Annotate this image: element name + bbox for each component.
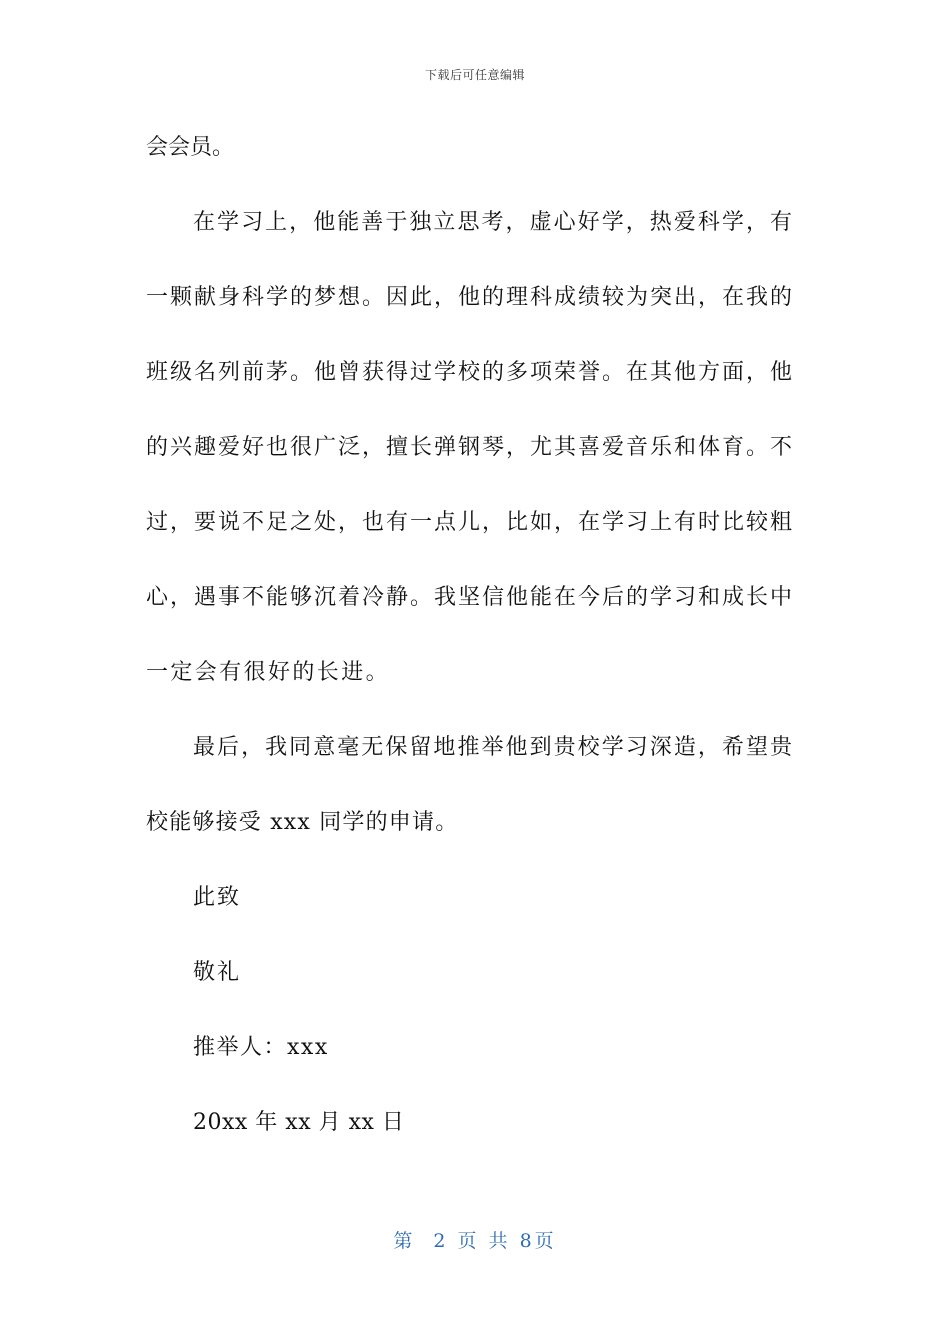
letter-date: 20xx 年 xx 月 xx 日 (193, 1110, 405, 1135)
recommender-signature: 推举人：xxx (193, 1035, 329, 1060)
paragraph-line: 心，遇事不能够沉着冷静。我坚信他能在今后的学习和成长中 (146, 585, 792, 610)
paragraph-line: 最后，我同意毫无保留地推举他到贵校学习深造，希望贵 (193, 735, 792, 760)
paragraph-line: 班级名列前茅。他曾获得过学校的多项荣誉。在其他方面，他 (146, 360, 792, 385)
paragraph-line: 在学习上，他能善于独立思考，虚心好学，热爱科学，有 (193, 210, 792, 235)
paragraph-line: 的兴趣爱好也很广泛，擅长弹钢琴，尤其喜爱音乐和体育。不 (146, 435, 792, 460)
paragraph-line: 一定会有很好的长进。 (146, 660, 391, 685)
paragraph-line: 过，要说不足之处，也有一点儿，比如，在学习上有时比较粗 (146, 510, 792, 535)
page-header: 下载后可任意编辑 (424, 68, 525, 82)
paragraph-line: 会会员。 (146, 135, 235, 160)
closing-salutation: 此致 (193, 885, 242, 910)
page-number: 第 2 页 共 8页 (393, 1230, 557, 1252)
paragraph-line: 校能够接受 xxx 同学的申请。 (146, 810, 459, 835)
paragraph-line: 一颗献身科学的梦想。因此，他的理科成绩较为突出，在我的 (146, 285, 792, 310)
closing-regards: 敬礼 (193, 960, 242, 985)
